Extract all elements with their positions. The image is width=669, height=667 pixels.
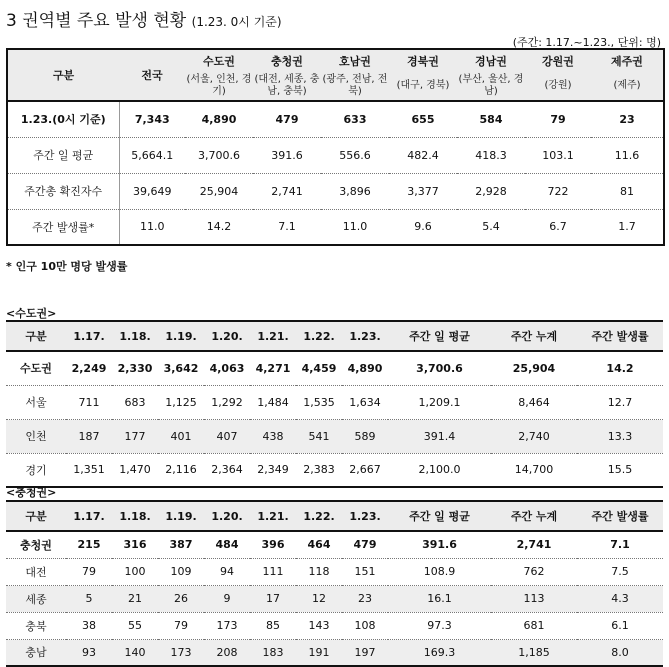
column-header: 1.19. — [158, 501, 204, 531]
table-cell: 5.4 — [457, 209, 525, 245]
table-cell: 108 — [342, 612, 388, 639]
table-row — [6, 351, 663, 385]
column-header: 1.23. — [342, 501, 388, 531]
summary-col-sub: (제주) — [591, 72, 664, 101]
column-header: 1.17. — [66, 321, 112, 351]
column-header: 1.22. — [296, 501, 342, 531]
table-cell: 655 — [411, 112, 435, 126]
column-header: 1.17. — [66, 501, 112, 531]
table-cell: 722 — [525, 173, 591, 209]
table-cell: 197 — [342, 639, 388, 666]
table-cell: 39,649 — [119, 173, 185, 209]
table-cell: 589 — [342, 419, 388, 453]
table-cell: 4,271 — [255, 361, 291, 375]
table-row — [7, 173, 664, 209]
unit-note: (주간: 1.17.~1.23., 단위: 명) — [512, 36, 661, 49]
row-label: 1.23.(0시 기준) — [7, 101, 119, 137]
table-row — [6, 585, 663, 612]
table-cell: 3,700.6 — [416, 361, 463, 375]
summary-corner: 구분 — [7, 49, 119, 101]
page-title — [6, 6, 282, 31]
table-cell: 2,349 — [250, 453, 296, 487]
table-cell: 2,741 — [253, 173, 321, 209]
table-cell: 7.1 — [610, 538, 630, 552]
table-cell: 711 — [66, 385, 112, 419]
table-cell: 1,209.1 — [388, 385, 491, 419]
table-cell: 1,484 — [250, 385, 296, 419]
table-cell: 464 — [307, 538, 331, 552]
table-cell: 556.6 — [321, 137, 389, 173]
table-cell: 391.4 — [388, 419, 491, 453]
table-cell: 541 — [296, 419, 342, 453]
row-label: 대전 — [6, 558, 66, 585]
table-cell: 2,740 — [491, 419, 577, 453]
row-label: 서울 — [6, 385, 66, 419]
table-cell: 23 — [342, 585, 388, 612]
table-cell: 111 — [250, 558, 296, 585]
column-header: 주간 누계 — [491, 501, 577, 531]
table-cell: 396 — [261, 538, 285, 552]
table-cell: 5,664.1 — [119, 137, 185, 173]
table-cell: 94 — [204, 558, 250, 585]
row-label: 수도권 — [20, 362, 52, 376]
table-cell: 38 — [66, 612, 112, 639]
table-row — [6, 558, 663, 585]
table-cell: 1,535 — [296, 385, 342, 419]
table-cell: 25,904 — [185, 173, 253, 209]
table-cell: 143 — [296, 612, 342, 639]
table-cell: 1,125 — [158, 385, 204, 419]
column-header: 구분 — [6, 321, 66, 351]
summary-col-sub: (부산, 울산, 경남) — [457, 72, 525, 101]
chungcheong-table — [6, 500, 663, 667]
table-cell: 118 — [296, 558, 342, 585]
summary-col-name: 전국 — [119, 49, 185, 101]
table-cell: 401 — [158, 419, 204, 453]
column-header: 1.20. — [204, 501, 250, 531]
table-cell: 21 — [112, 585, 158, 612]
table-cell: 14.2 — [606, 361, 634, 375]
summary-table — [6, 48, 665, 246]
table-cell: 4,063 — [209, 361, 245, 375]
table-cell: 12.7 — [577, 385, 663, 419]
table-cell: 93 — [66, 639, 112, 666]
table-cell: 208 — [204, 639, 250, 666]
table-cell: 7.1 — [253, 209, 321, 245]
table-cell: 151 — [342, 558, 388, 585]
table-cell: 762 — [491, 558, 577, 585]
table-cell: 79 — [158, 612, 204, 639]
section-label-capital: <수도권> — [6, 307, 57, 320]
table-cell: 140 — [112, 639, 158, 666]
table-cell: 113 — [491, 585, 577, 612]
table-cell: 8,464 — [491, 385, 577, 419]
footnote: * 인구 10만 명당 발생률 — [6, 260, 128, 273]
table-row — [6, 531, 663, 558]
column-header: 1.22. — [296, 321, 342, 351]
table-cell: 11.0 — [119, 209, 185, 245]
table-cell: 173 — [158, 639, 204, 666]
table-cell: 1,185 — [491, 639, 577, 666]
row-label: 경기 — [6, 453, 66, 487]
table-cell: 2,364 — [204, 453, 250, 487]
table-cell: 25,904 — [512, 361, 556, 375]
table-cell: 484 — [215, 538, 239, 552]
table-cell: 79 — [550, 112, 566, 126]
table-cell: 4,890 — [201, 112, 237, 126]
table-cell: 681 — [491, 612, 577, 639]
table-cell: 5 — [66, 585, 112, 612]
table-cell: 173 — [204, 612, 250, 639]
table-cell: 6.7 — [525, 209, 591, 245]
table-cell: 108.9 — [388, 558, 491, 585]
table-row — [6, 612, 663, 639]
table-cell: 100 — [112, 558, 158, 585]
table-cell: 2,383 — [296, 453, 342, 487]
summary-col-name: 강원권 — [525, 49, 591, 72]
table-cell: 17 — [250, 585, 296, 612]
table-cell: 7,343 — [134, 112, 170, 126]
table-cell: 479 — [353, 538, 377, 552]
table-cell: 23 — [619, 112, 635, 126]
table-cell: 2,249 — [71, 361, 107, 375]
table-cell: 26 — [158, 585, 204, 612]
table-cell: 97.3 — [388, 612, 491, 639]
table-cell: 177 — [112, 419, 158, 453]
table-cell: 2,741 — [516, 538, 552, 552]
table-cell: 479 — [275, 112, 299, 126]
table-row — [6, 639, 663, 666]
table-cell: 14,700 — [491, 453, 577, 487]
table-cell: 683 — [112, 385, 158, 419]
column-header: 1.19. — [158, 321, 204, 351]
table-cell: 3,896 — [321, 173, 389, 209]
table-cell: 3,700.6 — [185, 137, 253, 173]
table-cell: 11.6 — [591, 137, 664, 173]
column-header: 주간 발생률 — [577, 321, 663, 351]
table-cell: 79 — [66, 558, 112, 585]
summary-col-name: 경남권 — [457, 49, 525, 72]
table-cell: 2,667 — [342, 453, 388, 487]
capital-table — [6, 320, 663, 488]
table-cell: 2,100.0 — [388, 453, 491, 487]
column-header: 1.23. — [342, 321, 388, 351]
column-header: 주간 일 평균 — [388, 321, 491, 351]
table-cell: 8.0 — [577, 639, 663, 666]
table-cell: 7.5 — [577, 558, 663, 585]
table-cell: 633 — [343, 112, 367, 126]
table-cell: 13.3 — [577, 419, 663, 453]
table-row — [7, 101, 664, 137]
table-cell: 169.3 — [388, 639, 491, 666]
table-cell: 11.0 — [321, 209, 389, 245]
summary-col-name: 충청권 — [253, 49, 321, 72]
table-cell: 183 — [250, 639, 296, 666]
table-cell: 2,928 — [457, 173, 525, 209]
table-cell: 81 — [591, 173, 664, 209]
table-cell: 584 — [479, 112, 503, 126]
summary-col-sub: (광주, 전남, 전북) — [321, 72, 389, 101]
summary-col-name: 호남권 — [321, 49, 389, 72]
table-cell: 12 — [296, 585, 342, 612]
column-header: 주간 누계 — [491, 321, 577, 351]
summary-col-name: 제주권 — [591, 49, 664, 72]
column-header: 1.20. — [204, 321, 250, 351]
table-cell: 4,890 — [347, 361, 383, 375]
table-cell: 14.2 — [185, 209, 253, 245]
summary-col-name: 수도권 — [185, 49, 253, 72]
row-label: 주간 일 평균 — [7, 137, 119, 173]
column-header: 1.18. — [112, 501, 158, 531]
table-cell: 1,351 — [66, 453, 112, 487]
summary-col-name: 경북권 — [389, 49, 457, 72]
table-cell: 4.3 — [577, 585, 663, 612]
column-header: 1.21. — [250, 321, 296, 351]
table-row — [7, 209, 664, 245]
row-label: 충청권 — [20, 538, 52, 552]
table-row — [7, 137, 664, 173]
table-cell: 482.4 — [389, 137, 457, 173]
table-row — [6, 419, 663, 453]
column-header: 1.21. — [250, 501, 296, 531]
table-cell: 1,634 — [342, 385, 388, 419]
row-label: 주간 발생률* — [7, 209, 119, 245]
table-cell: 387 — [169, 538, 193, 552]
table-cell: 85 — [250, 612, 296, 639]
table-cell: 9.6 — [389, 209, 457, 245]
title-main: 3 권역별 주요 발생 현황 — [6, 11, 187, 31]
table-cell: 109 — [158, 558, 204, 585]
summary-col-sub: (대전, 세종, 충남, 충북) — [253, 72, 321, 101]
column-header: 구분 — [6, 501, 66, 531]
table-cell: 3,642 — [163, 361, 199, 375]
table-cell: 6.1 — [577, 612, 663, 639]
section-label-chungcheong: <충청권> — [6, 486, 57, 499]
table-cell: 3,377 — [389, 173, 457, 209]
table-cell: 1,292 — [204, 385, 250, 419]
table-cell: 4,459 — [301, 361, 337, 375]
row-label: 세종 — [6, 585, 66, 612]
table-cell: 2,116 — [158, 453, 204, 487]
table-row — [6, 385, 663, 419]
table-cell: 407 — [204, 419, 250, 453]
table-cell: 55 — [112, 612, 158, 639]
column-header: 주간 일 평균 — [388, 501, 491, 531]
table-cell: 16.1 — [388, 585, 491, 612]
summary-col-sub: (강원) — [525, 72, 591, 101]
table-cell: 187 — [66, 419, 112, 453]
row-label: 주간총 확진자수 — [7, 173, 119, 209]
table-cell: 316 — [123, 538, 147, 552]
summary-col-sub: (서울, 인천, 경기) — [185, 72, 253, 101]
row-label: 인천 — [6, 419, 66, 453]
table-cell: 2,330 — [117, 361, 153, 375]
table-cell: 191 — [296, 639, 342, 666]
column-header: 주간 발생률 — [577, 501, 663, 531]
summary-col-sub: (대구, 경북) — [389, 72, 457, 101]
table-cell: 418.3 — [457, 137, 525, 173]
table-cell: 1.7 — [591, 209, 664, 245]
table-cell: 215 — [77, 538, 101, 552]
table-cell: 391.6 — [253, 137, 321, 173]
table-cell: 15.5 — [577, 453, 663, 487]
table-cell: 9 — [204, 585, 250, 612]
title-sub: (1.23. 0시 기준) — [191, 15, 282, 29]
table-cell: 103.1 — [525, 137, 591, 173]
row-label: 충북 — [6, 612, 66, 639]
table-cell: 1,470 — [112, 453, 158, 487]
row-label: 충남 — [6, 639, 66, 666]
table-row — [6, 453, 663, 487]
table-cell: 391.6 — [422, 538, 457, 552]
column-header: 1.18. — [112, 321, 158, 351]
table-cell: 438 — [250, 419, 296, 453]
